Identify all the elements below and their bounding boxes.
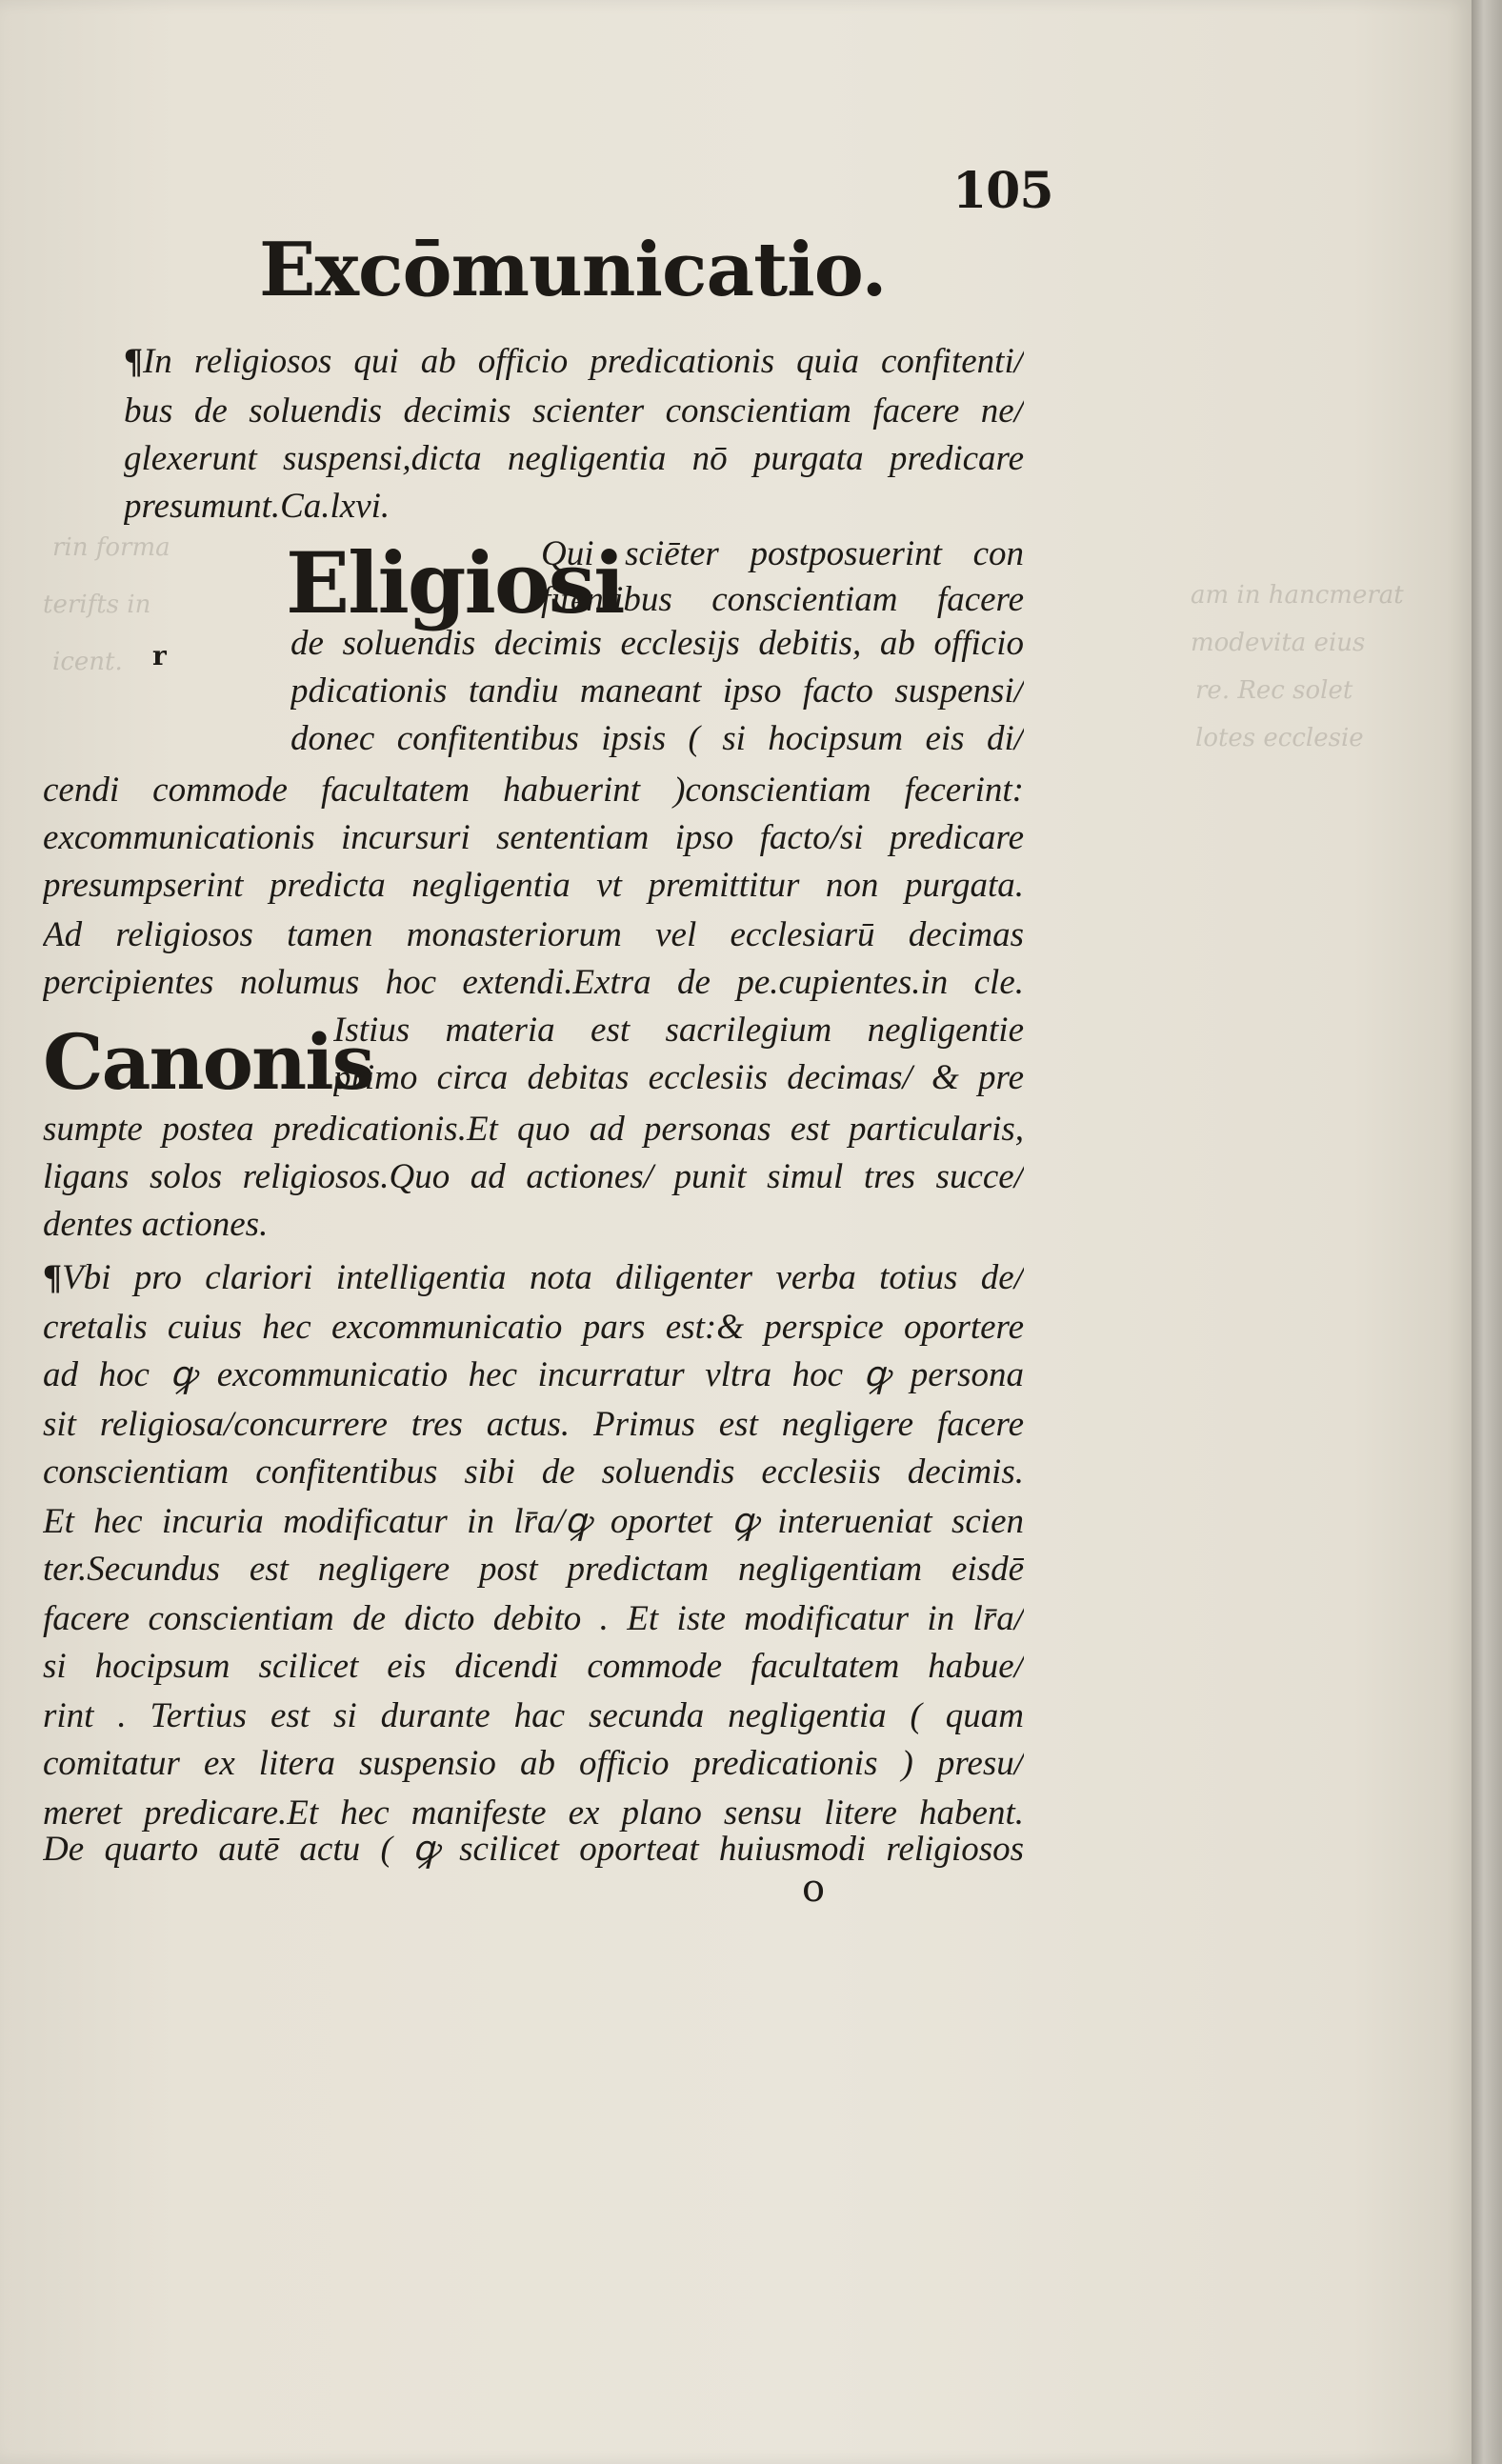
bleed-through-text: modevita eius [1191,629,1366,657]
decretal-line: de soluendis decimis ecclesijs debitis, ab officio [290,624,1024,663]
folio-number: 105 [952,162,1053,220]
commentary-line: comitatur ex litera suspensio ab officio predicationis ) presu/ [43,1744,1024,1783]
gloss-line: sumpte postea predicationis.Et quo ad personas est particularis, [43,1110,1024,1149]
decorated-initial-word: Eligiosi [286,533,624,632]
bleed-through-text: am in hancmerat [1191,581,1404,610]
rubric-line: glexerunt suspensi,dicta negligentia nō purgata predicare [124,439,1024,478]
commentary-line: De quarto autē actu ( ꝙ scilicet oporteat huiusmodi religiosos [43,1830,1024,1869]
pilcrow-mark: ¶ [43,1258,62,1297]
commentary-line: meret predicare.Et hec manifeste ex plano sensu litere habent. [43,1793,1024,1833]
decretal-line: presumpserint predicta negligentia vt premittitur non purgata. [43,866,1024,905]
commentary-line: facere conscientiam de dicto debito . Et iste modificatur in lr̄a/ [43,1599,1024,1638]
gloss-line: primo circa debitas ecclesiis decimas/ & pre [333,1058,1024,1097]
rubric-line: presumunt.Ca.lxvi. [124,487,391,526]
running-title: Excōmunicatio. [259,227,887,313]
decretal-line: percipientes nolumus hoc extendi.Extra de pe.cupientes.in cle. [43,963,1024,1002]
decretal-line: cendi commode facultatem habuerint )conscientiam fecerint: [43,771,1024,810]
gloss-line: Istius materia est sacrilegium negligentie [333,1011,1024,1050]
decretal-line: fitentibus conscientiam facere [541,580,1024,619]
gloss-line: ligans solos religiosos.Quo ad actiones/ punit simul tres succe/ [43,1157,1024,1196]
page-edge [1472,0,1502,2464]
commentary-line: sit religiosa/concurrere tres actus. Primus est negligere facere [43,1405,1024,1444]
margin-mark: r [152,640,167,671]
commentary-line: ad hoc ꝙ excommunicatio hec incurratur vltra hoc ꝙ persona [43,1355,1024,1394]
decorated-initial-word: Canonis [43,1017,373,1107]
commentary-line: conscientiam confitentibus sibi de soluendis ecclesiis decimis. [43,1452,1024,1492]
commentary-line: Et hec incuria modificatur in lr̄a/ꝙ oportet ꝙ interueniat scien [43,1502,1024,1541]
bleed-through-text: rin forma [52,533,170,562]
decretal-line: donec confitentibus ipsis ( si hocipsum eis di/ [290,719,1024,758]
decretal-line: Qui sciēter postposuerint con [541,534,1024,573]
bleed-through-text: terifts in [43,591,151,619]
bleed-through-text: re. Rec solet [1195,676,1353,705]
commentary-line: cretalis cuius hec excommunicatio pars est:& perspice oportere [43,1308,1024,1347]
rubric-line: bus de soluendis decimis scienter conscientiam facere ne/ [124,391,1024,431]
decretal-line: pdicationis tandiu maneant ipso facto suspensi/ [290,671,1024,711]
commentary-line: ter.Secundus est negligere post predictam negligentiam eisdē [43,1550,1024,1589]
gloss-line: dentes actiones. [43,1205,269,1244]
bleed-through-text: lotes ecclesie [1195,724,1364,752]
commentary-line: ¶Vbi pro clariori intelligentia nota diligenter verba totius de/ [43,1258,1024,1297]
pilcrow-mark: ¶ [124,342,143,381]
decretal-line: excommunicationis incursuri sententiam ipso facto/si predicare [43,818,1024,857]
decretal-line: Ad religiosos tamen monasteriorum vel ecclesiarū decimas [43,915,1024,954]
rubric-line: ¶In religiosos qui ab officio predicationis quia confitenti/ [124,342,1024,381]
signature-mark: o [802,1867,826,1911]
commentary-line: rint . Tertius est si durante hac secunda negligentia ( quam [43,1696,1024,1735]
bleed-through-text: icent. [52,648,123,676]
commentary-line: si hocipsum scilicet eis dicendi commode facultatem habue/ [43,1647,1024,1686]
